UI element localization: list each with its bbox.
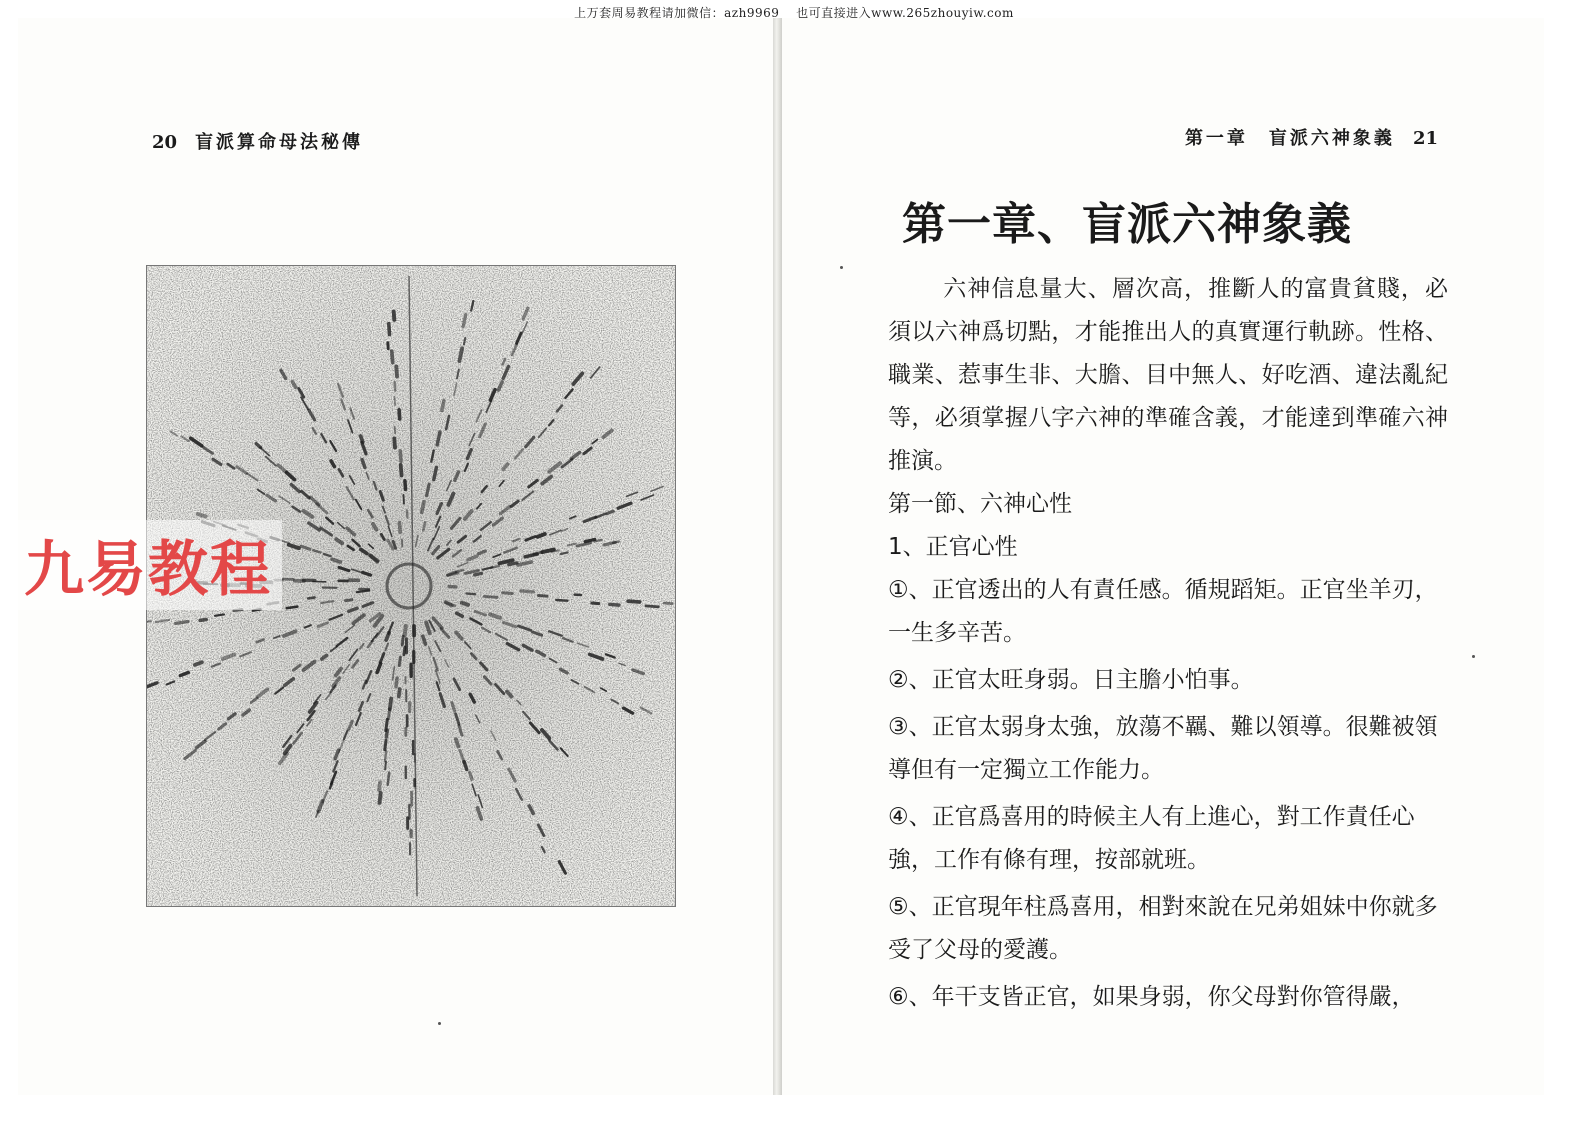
scan-speck: [438, 1022, 441, 1025]
manuscript-stroke: [195, 662, 202, 665]
left-running-title: 盲派算命母法秘傳: [195, 132, 364, 153]
manuscript-stroke: [379, 782, 380, 790]
manuscript-stroke: [404, 647, 405, 655]
manuscript-stroke: [215, 614, 224, 615]
book-gutter: [773, 18, 782, 1095]
manuscript-stroke: [464, 762, 467, 770]
list-item: ⑥、年干支皆正官，如果身弱，你父母對你管得嚴，: [888, 984, 1415, 1010]
list-item: ③、正官太弱身太強，放蕩不羈、難以領導。很難被領導但有一定獨立工作能力。: [888, 714, 1438, 783]
manuscript-stroke: [332, 559, 340, 562]
manuscript-stroke: [308, 598, 314, 599]
manuscript-stroke: [396, 678, 397, 687]
manuscript-stroke: [539, 596, 548, 597]
manuscript-stroke: [592, 603, 599, 604]
manuscript-stroke: [385, 740, 386, 749]
manuscript-stroke: [147, 621, 151, 622]
manuscript-stroke: [399, 689, 400, 696]
manuscript-stroke: [395, 397, 396, 405]
manuscript-stroke: [396, 366, 397, 376]
chapter-title: 第一章、盲派六神象義: [902, 199, 1352, 250]
manuscript-stroke: [628, 601, 639, 602]
manuscript-stroke: [664, 603, 672, 604]
right-running-title: 第一章 盲派六神象義: [1184, 128, 1395, 149]
subsection-title: 1、正官心性: [888, 534, 1018, 560]
right-page-number: 21: [1412, 128, 1438, 149]
intro-paragraph: 六神信息量大、層次高，推斷人的富貴貧賤，必須以六神爲切點，才能推出人的真實運行軌跡。性格、職業、惹事生非、大膽、目中無人、好吃酒、違法亂紀等，必須掌握八字六神的準確含義，才能達到準確六神推演。: [888, 276, 1448, 474]
manuscript-stroke: [395, 427, 396, 434]
manuscript-stroke: [388, 709, 389, 719]
manuscript-stroke: [556, 600, 567, 601]
manuscript-stroke: [484, 596, 497, 597]
scan-speck: [840, 266, 843, 269]
list-item: ④、正官爲喜用的時候主人有上進心，對工作責任心強，工作有條有理，按部就班。: [888, 804, 1415, 873]
manuscript-stroke: [561, 552, 568, 554]
list-item: ①、正官透出的人有責任感。循規蹈矩。正官坐羊刃，一生多辛苦。: [888, 577, 1438, 646]
watermark-logo: 九易教程: [14, 520, 282, 610]
manuscript-stroke: [610, 604, 619, 605]
manuscript-stroke: [373, 524, 376, 530]
manuscript-stroke: [386, 730, 387, 737]
manuscript-stroke: [400, 523, 401, 533]
manuscript-stroke: [405, 481, 406, 490]
manuscript-stroke: [538, 534, 545, 537]
manuscript-stroke: [467, 594, 476, 595]
manuscript-stroke: [503, 593, 513, 594]
manuscript-stroke: [456, 739, 458, 746]
manuscript-stroke: [449, 586, 456, 587]
left-page-number: 20: [152, 132, 178, 153]
manuscript-stroke: [423, 522, 425, 530]
manuscript-stroke: [405, 626, 406, 635]
manuscript-stroke: [390, 699, 391, 710]
manuscript-stroke: [395, 382, 396, 391]
manuscript-stroke: [422, 502, 424, 513]
manuscript-stroke: [521, 591, 533, 592]
section-title: 第一節、六神心性: [888, 491, 1072, 517]
manuscript-stroke: [399, 657, 400, 666]
manuscript-stroke: [385, 751, 386, 761]
scan-speck: [1472, 655, 1475, 658]
manuscript-stroke: [380, 793, 381, 803]
manuscript-stroke: [462, 603, 468, 605]
manuscript-stroke: [385, 762, 386, 770]
manuscript-stroke: [402, 540, 403, 547]
manuscript-stroke: [646, 606, 659, 607]
list-item: ②、正官太旺身弱。日主膽小怕事。: [888, 667, 1254, 693]
manuscript-stroke: [392, 351, 393, 363]
manuscript-stroke: [403, 495, 404, 504]
manuscript-stroke: [459, 348, 462, 361]
manuscript-stroke: [407, 511, 408, 518]
right-running-header: [1185, 124, 1438, 150]
list-item: ⑤、正官現年柱爲喜用，相對來說在兄弟姐妹中你就多受了父母的愛護。: [888, 894, 1438, 963]
manuscript-stroke: [402, 636, 403, 645]
manuscript-stroke: [613, 542, 619, 543]
manuscript-stroke: [388, 773, 390, 785]
manuscript-stroke: [399, 410, 400, 419]
manuscript-stroke: [176, 622, 188, 624]
manuscript-stroke: [346, 600, 353, 601]
manuscript-stroke: [287, 607, 298, 609]
manuscript-stroke: [401, 465, 402, 476]
manuscript-stroke: [361, 436, 363, 442]
manuscript-stroke: [464, 338, 465, 345]
manuscript-stroke: [394, 439, 395, 448]
manuscript-stroke: [442, 401, 444, 411]
manuscript-stroke: [509, 563, 517, 565]
manuscript-stroke: [394, 312, 395, 320]
manuscript-stroke: [456, 570, 464, 572]
chapter-content: [888, 188, 1448, 1023]
manuscript-stroke: [423, 636, 426, 644]
manuscript-stroke: [470, 772, 472, 779]
manuscript-stroke: [389, 324, 390, 335]
left-running-header: [152, 128, 363, 154]
manuscript-stroke: [400, 451, 401, 461]
manuscript-stroke: [200, 620, 206, 621]
manuscript-stroke: [475, 573, 482, 575]
top-banner: 上万套周易教程请加微信：azh9969 也可直接进入www.265zhouyiw.com: [574, 6, 1014, 20]
manuscript-stroke: [198, 514, 206, 517]
